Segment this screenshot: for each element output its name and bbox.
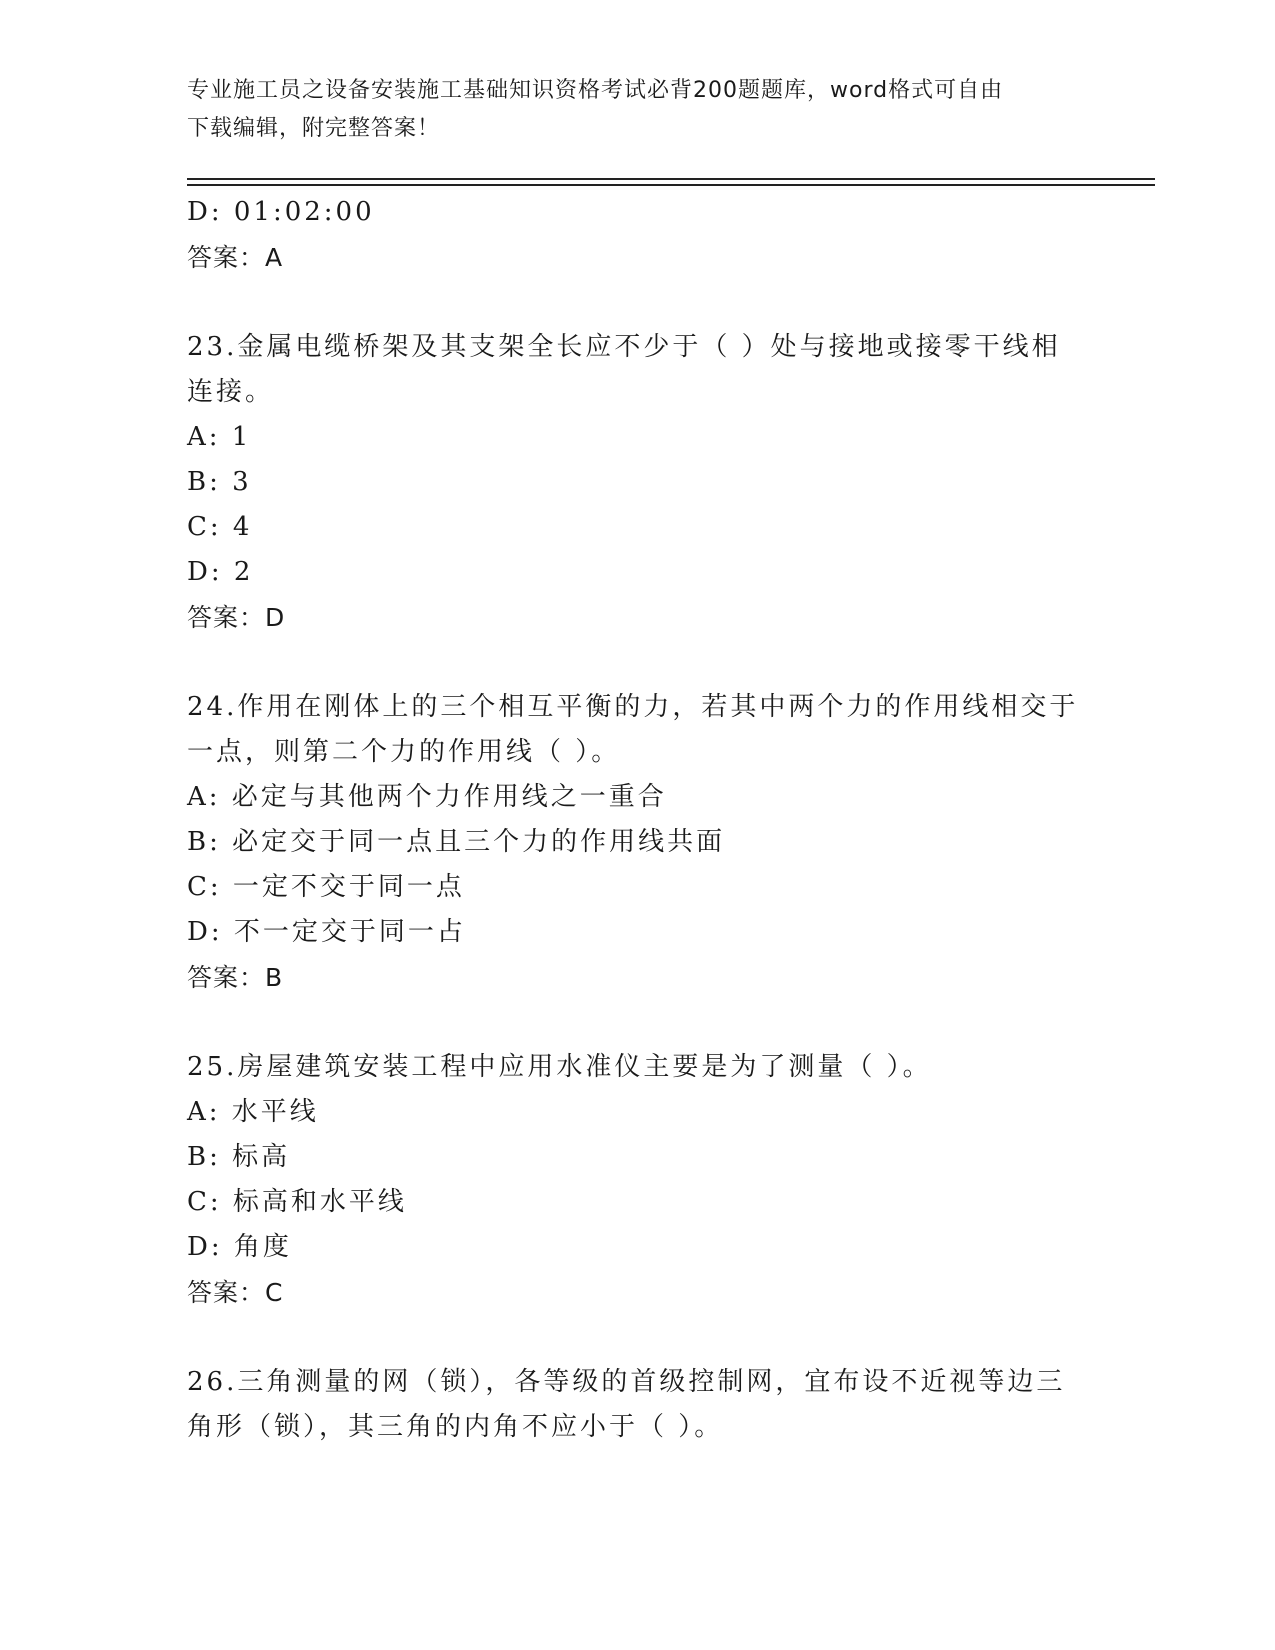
- option-c: C: 标高和水平线: [187, 1187, 407, 1217]
- header-divider-bottom: [187, 184, 1155, 186]
- question-text-line: 25.房屋建筑安装工程中应用水准仪主要是为了测量（ ）。: [187, 1052, 932, 1082]
- option-a: A: 水平线: [187, 1097, 319, 1127]
- question-text-line: 26.三角测量的网（锁），各等级的首级控制网，宜布设不近视等边三: [187, 1367, 1066, 1397]
- question-text-line: 24.作用在刚体上的三个相互平衡的力，若其中两个力的作用线相交于: [187, 692, 1079, 722]
- previous-option-d: D: 01:02:00: [187, 197, 375, 227]
- previous-answer: 答案：A: [187, 243, 284, 272]
- option-d: D: 2: [187, 557, 254, 587]
- option-a: A: 必定与其他两个力作用线之一重合: [187, 782, 667, 812]
- question-25: [187, 1045, 1087, 1315]
- option-d: D: 角度: [187, 1232, 292, 1262]
- option-c: C: 一定不交于同一点: [187, 872, 465, 902]
- option-c: C: 4: [187, 512, 253, 542]
- question-content: [187, 190, 1087, 1450]
- document-header: [187, 72, 1067, 148]
- question-26: [187, 1360, 1087, 1450]
- option-b: B: 3: [187, 467, 252, 497]
- header-line-1: 专业施工员之设备安装施工基础知识资格考试必背200题题库，word格式可自由: [187, 78, 1004, 103]
- question-text-line: 角形（锁），其三角的内角不应小于（ ）。: [187, 1412, 724, 1442]
- question-text-line: 23.金属电缆桥架及其支架全长应不少于（ ）处与接地或接零干线相: [187, 332, 1061, 362]
- header-divider-top: [187, 178, 1155, 180]
- question-text-line: 连接。: [187, 377, 275, 407]
- answer: 答案：B: [187, 963, 284, 992]
- question-text-line: 一点，则第二个力的作用线（ ）。: [187, 737, 621, 767]
- header-line-2: 下载编辑，附完整答案！: [187, 116, 441, 141]
- option-b: B: 必定交于同一点且三个力的作用线共面: [187, 827, 726, 857]
- option-d: D: 不一定交于同一占: [187, 917, 466, 947]
- question-24: [187, 685, 1087, 1000]
- option-b: B: 标高: [187, 1142, 291, 1172]
- answer: 答案：C: [187, 1278, 284, 1307]
- answer: 答案：D: [187, 603, 286, 632]
- option-a: A: 1: [187, 422, 252, 452]
- question-23: [187, 325, 1087, 640]
